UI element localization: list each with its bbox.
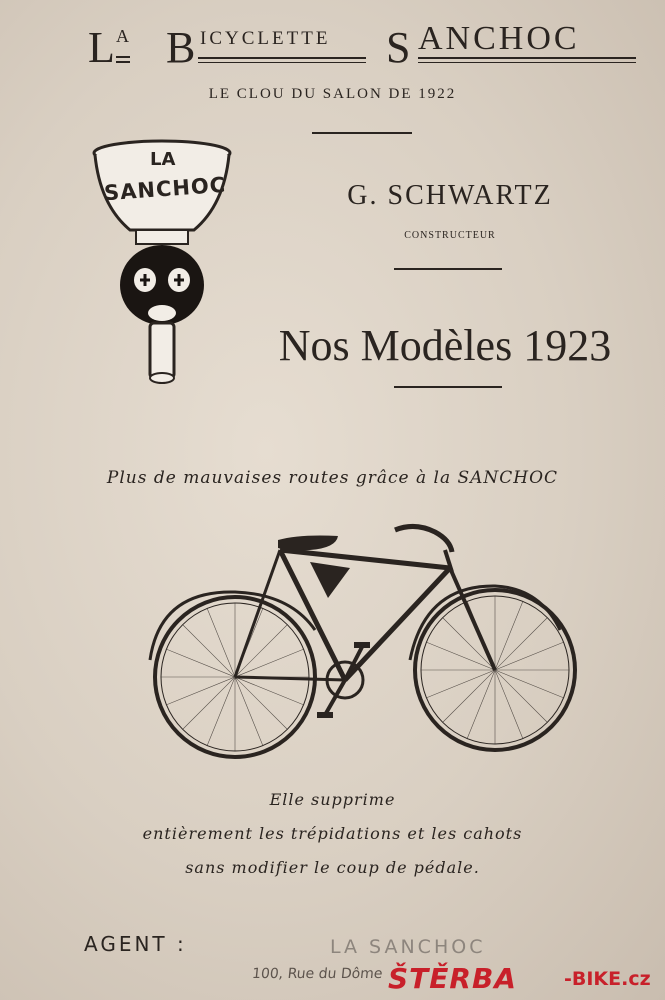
title-rule-3 <box>418 57 636 59</box>
bicycle-illustration <box>140 520 580 765</box>
logo-text-la: LA <box>150 149 176 170</box>
watermark-suffix: -BIKE.cz <box>564 968 651 990</box>
bicycle-icon <box>140 520 580 765</box>
title-s: S <box>386 23 411 72</box>
title-rule-1 <box>198 57 366 59</box>
maker-role: CONSTRUCTEUR <box>404 230 496 241</box>
description-line-3: sans modifier le coup de pédale. <box>185 858 480 877</box>
divider-3 <box>394 386 502 388</box>
description-line-2: entièrement les trépidations et les cahots <box>142 824 523 843</box>
title-anchoc: ANCHOC <box>418 20 580 57</box>
agent-stamp-address: 100, Rue du Dôme <box>251 966 384 982</box>
models-heading: Nos Modèles 1923 <box>278 321 612 370</box>
subtitle: LE CLOU DU SALON DE 1922 <box>208 86 457 102</box>
title-b: B <box>166 23 196 72</box>
title-la-underline-2 <box>116 61 130 63</box>
title-la-a: A <box>116 26 130 46</box>
watermark-brand: ŠTĚRBA <box>388 962 517 995</box>
divider-2 <box>394 268 502 270</box>
maker-name: G. SCHWARTZ <box>347 180 553 211</box>
sanchoc-logo <box>90 135 235 390</box>
logo-text-sanchoc: SANCHOC <box>103 172 227 206</box>
title-icyclette: ICYCLETTE <box>200 28 331 49</box>
title-rule-4 <box>418 62 636 63</box>
description-line-1: Elle supprime <box>269 790 396 809</box>
title-la-underline <box>116 56 130 58</box>
tagline: Plus de mauvaises routes grâce à la SANCHOC <box>106 468 559 488</box>
title-la-l: L <box>88 23 115 72</box>
title-rule-2 <box>198 62 366 63</box>
agent-label: AGENT : <box>84 932 187 956</box>
divider-1 <box>312 132 412 134</box>
agent-stamp-name: LA SANCHOC <box>330 936 486 958</box>
